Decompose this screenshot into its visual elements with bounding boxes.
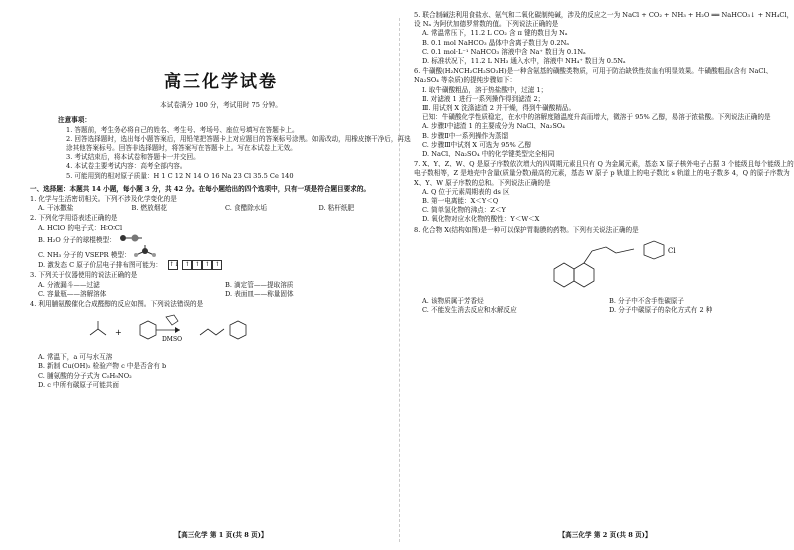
q2-option-b: B. H₂O 分子的球棍模型： [38, 233, 412, 245]
page-2-footer: 【高三化学 第 2 页(共 8 页)】 [558, 530, 652, 539]
reaction-scheme-icon [70, 311, 370, 351]
q6-note: 已知：牛磺酸化学性质稳定，在水中的溶解度随温度升高而增大，微溶于 95% 乙醇，易溶于浓盐酸。下列说法正确的是 [422, 113, 771, 122]
q6-option-c: C. 步骤Ⅲ中试剂 X 可选为 95% 乙醇 [422, 140, 532, 149]
q2-option-c: C. NH₃ 分子的 VSEPR 模型： [38, 245, 412, 260]
exam-subtitle: 本试卷满分 100 分，考试用时 75 分钟。 [160, 101, 282, 110]
q6-option-b: B. 步骤Ⅱ中一系列操作为蒸馏 [422, 131, 509, 140]
note-5: 5. 可能用到的相对原子质量：H 1 C 12 N 14 O 16 Na 23 Cl 35.5 Ce 140 [66, 171, 294, 180]
notes-title: 注意事项： [58, 116, 91, 125]
q6-option-a: A. 步骤Ⅰ中滤渣 1 的主要成分为 NaCl、Na₂SO₄ [422, 122, 565, 131]
question-1: 1. 化学与生活密切相关。下列不涉及化学变化的是 [30, 195, 177, 204]
reaction-diagram [70, 311, 412, 351]
q8-option-a: A. 该物质属于芳香烃 [422, 296, 484, 305]
svg-text:+: + [115, 328, 122, 338]
q1-option-c: C. 食醋除水垢 [225, 204, 267, 213]
page-1 [30, 10, 412, 540]
q4-option-b: B. 新制 Cu(OH)₂ 检验产物 c 中是否含有 b [38, 362, 167, 371]
ball-stick-model-icon [118, 233, 144, 242]
q6-step-1: Ⅰ. 取牛磺酸粗品，溶于热盐酸中，过滤 1； [422, 85, 548, 94]
q7-option-c: C. 简单氢化物的沸点：Z＜Y [422, 206, 506, 215]
q1-option-a: A. 干冰撒盐 [38, 204, 74, 213]
q7-option-a: A. Q 位于元素周期表的 ds 区 [422, 187, 510, 196]
q4-option-a: A. 常温下，a 可与水互溶 [38, 353, 113, 362]
molecule-structure-icon [534, 239, 734, 293]
question-8-options [422, 297, 794, 315]
q6-option-d: D. NaCl、Na₂SO₄ 中的化学键类型完全相同 [422, 150, 555, 159]
question-3: 3. 下列关于仪器使用的说法正确的是 [30, 271, 138, 280]
q8-option-b: B. 分子中不含手性碳原子 [609, 296, 684, 305]
q2-option-a: A. HClO 的电子式：H∶O∶Cl [38, 223, 123, 232]
vsepr-model-icon [133, 245, 157, 257]
note-4: 4. 本试卷主要考试内容：高考全部内容。 [66, 162, 187, 171]
orbital-diagram-icon: ↑↓ [169, 261, 180, 269]
q5-option-a: A. 常温常压下，11.2 L CO₂ 含 π 键的数目为 Nₐ [422, 29, 568, 38]
q1-option-b: B. 燃放烟花 [131, 204, 167, 213]
q3-option-d: D. 表面皿——称量固体 [225, 289, 294, 298]
note-3: 3. 考试结束后，将本试卷和答题卡一并交回。 [66, 153, 200, 162]
question-4: 4. 利用脯氨酸催化合成醛醇的反应如图。下列说法错误的是 [30, 300, 204, 309]
page-1-footer: 【高三化学 第 1 页(共 8 页)】 [174, 530, 268, 539]
q5-option-d: D. 标准状况下，11.2 L NH₃ 通入水中，溶液中 NH₄⁺ 数目为 0.5Nₐ [422, 57, 626, 66]
svg-text:Cl: Cl [668, 246, 676, 255]
section-heading: 一、选择题：本题共 14 小题，每小题 3 分，共 42 分。在每小题给出的四个选项中，只有一项是符合题目要求的。 [30, 184, 371, 193]
q3-option-a: A. 分液漏斗——过滤 [38, 280, 100, 289]
q5-option-c: C. 0.1 mol·L⁻¹ NaHCO₃ 溶液中含 Na⁺ 数目为 0.1Nₐ [422, 47, 586, 56]
question-2: 2. 下列化学用语表述正确的是 [30, 214, 118, 223]
q3-option-b: B. 滴定管——提取溶质 [225, 280, 294, 289]
q8-option-d: D. 分子中碳原子的杂化方式有 2 种 [609, 306, 713, 315]
page-2 [414, 10, 794, 540]
q7-option-d: D. 氧化物对应水化物的酸性：Y＜W＜X [422, 215, 540, 224]
q3-option-c: C. 容量瓶——溶解溶体 [38, 289, 107, 298]
q6-step-3: Ⅲ. 用试剂 X 洗涤滤渣 2 并干燥，得到牛磺酸精品。 [422, 104, 576, 113]
q6-step-2: Ⅱ. 对滤液 1 进行一系列操作得到滤渣 2； [422, 94, 545, 103]
dmso-label: DMSO [162, 336, 182, 344]
q4-option-c: C. 脯氨酸的分子式为 C₅H₉NO₂ [38, 371, 132, 380]
q7-option-b: B. 第一电离能：X＜Y＜Q [422, 197, 499, 206]
q2-option-d: D. 激发态 C 原子价层电子排布图可能为： ↑↓ ↑ ↑ ↑ ↑ [38, 260, 412, 270]
q4-option-d: D. c 中所有碳原子可能共面 [38, 380, 119, 389]
q1-option-d: D. 粘杆纸肥 [318, 204, 355, 213]
question-1-options [38, 204, 412, 213]
question-3-options [38, 281, 412, 299]
exam-title: 高三化学试卷 [164, 72, 278, 92]
note-1: 1. 答题前，考生务必将自己的姓名、考生号、考场号、座位号填写在答题卡上。 [66, 125, 299, 134]
q8-option-c: C. 不能发生消去反应和水解反应 [422, 306, 517, 315]
q5-option-b: B. 0.1 mol NaHCO₃ 晶体中含离子数目为 0.2Nₐ [422, 38, 569, 47]
question-5: 5. 联合制碱法利用食盐水、氨气和二氧化碳制纯碱，涉及的反应之一为 NaCl + CO₂ + NH₃ + H₂O ══ NaHCO₃↓ + NH₄Cl，设 Nₐ 为阿伏加德罗常数的值。下列说法正确的是 [414, 11, 794, 29]
question-6: 6. 牛磺酸(H₂NCH₂CH₂SO₃H)是一种含氨基的磺酸类物质，可用于防治缺铁性贫血有明显效果。牛磺酸粗品(含有 NaCl、Na₂SO₄ 等杂质)的提纯步骤如下： [414, 67, 773, 85]
compound-x-structure [534, 239, 794, 293]
question-8: 8. 化合物 X(结构如图)是一种可以保护胃黏膜的药物。下列有关说法正确的是 [414, 225, 639, 234]
question-7: 7. X、Y、Z、W、Q 是原子序数依次增大的四周期元素且只有 Q 为金属元素，基态 X 原子核外电子占据 3 个能级且每个能级上的电子数相等，Z 是地壳中含量(质量分数)最高的元素，基态 W 原子 p 轨道上的电子数比 s 轨道上的电子数多 4，Q 的原子序数为 X、Y、W 原子序数的总和。下列说法正确的是 [414, 160, 794, 187]
note-2: 2. 回答选择题时，选出每小题答案后，用铅笔把答题卡上对应题目的答案标号涂黑。如需改动，用橡皮擦干净后，再选涂其他答案标号。回答非选择题时，将答案写在答题卡上。写在本试卷上无效。 [66, 134, 411, 153]
